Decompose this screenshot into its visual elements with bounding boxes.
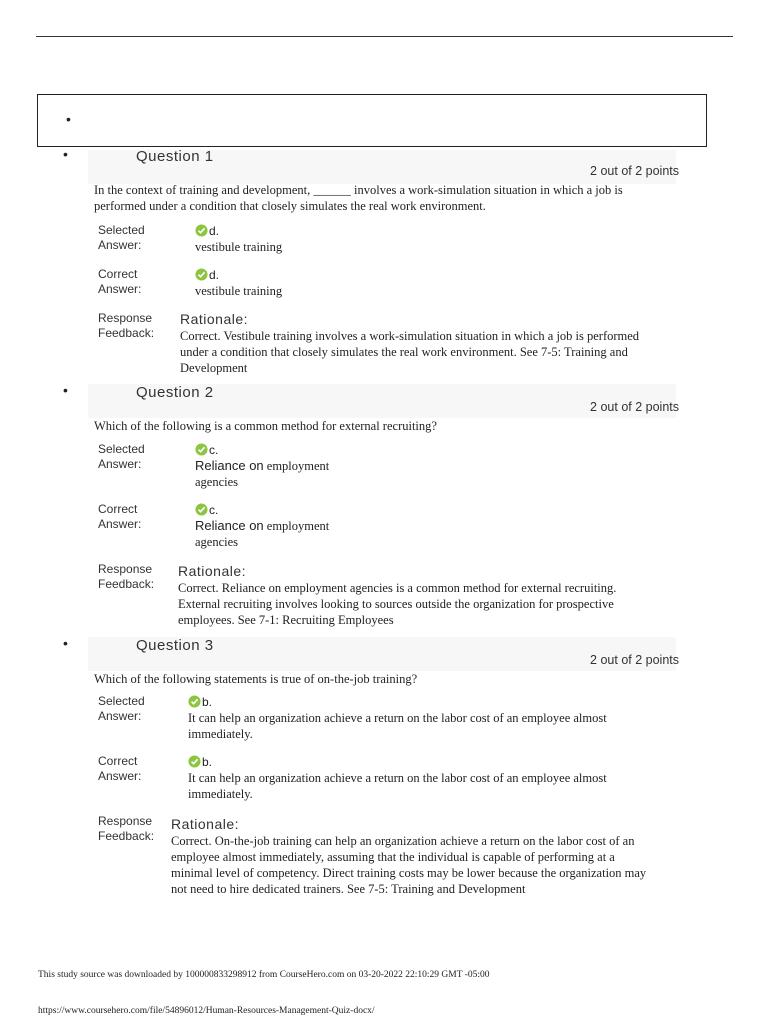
answer-letter: c. (209, 503, 219, 517)
selected-answer (195, 442, 355, 490)
empty-bordered-box (37, 94, 707, 147)
source-url[interactable]: https://www.coursehero.com/file/54896012/Human-Resources-Management-Quiz-docx/ (38, 1006, 375, 1016)
bullet: • (66, 111, 71, 127)
checkmark-circle-icon (195, 503, 208, 516)
question-title: Question 1 (136, 148, 214, 165)
answer-text-part: Reliance on (195, 518, 264, 533)
answer-text-part: employment agencies (195, 519, 330, 549)
answer-text-part: employment agencies (195, 459, 330, 489)
bullet: • (63, 382, 68, 398)
answer-letter: c. (209, 443, 219, 457)
points-score: 2 out of 2 points (590, 400, 679, 414)
download-note: This study source was downloaded by 100000833298912 from CourseHero.com on 03-20-2022 22:10:29 GMT -05:00 (38, 970, 490, 980)
feedback-text: Correct. Vestibule training involves a work-simulation situation in which a job is performed under a condition that closely simulates the real work environment. See 7-5: Training and Development (180, 329, 640, 375)
rationale-heading: Rationale: (180, 311, 249, 327)
selected-answer-label: Selected Answer: (98, 694, 145, 723)
selected-answer-label: Selected Answer: (98, 223, 145, 252)
feedback-text: Correct. On-the-job training can help an organization achieve a return on the labor cost of an employee almost immediately, assuming that the individual is capable of performing at a minimal level of competency. Direct training costs may be lower because the organization may not need to hire dedicated trainers. See 7-5: Training and Development (171, 834, 647, 896)
checkmark-circle-icon (195, 443, 208, 456)
correct-answer-label: Correct Answer: (98, 267, 142, 296)
checkmark-circle-icon (195, 268, 208, 281)
selected-answer-label: Selected Answer: (98, 442, 145, 471)
correct-answer-label: Correct Answer: (98, 754, 142, 783)
rationale-heading: Rationale: (171, 816, 240, 832)
bullet: • (63, 635, 68, 651)
response-feedback-label: Response Feedback: (98, 311, 155, 340)
response-feedback-label: Response Feedback: (98, 562, 155, 591)
rationale-heading: Rationale: (178, 563, 247, 579)
answer-letter: b. (202, 755, 213, 769)
bullet: • (63, 146, 68, 162)
response-feedback (178, 562, 658, 628)
response-feedback (180, 310, 655, 376)
checkmark-circle-icon (195, 224, 208, 237)
answer-letter: d. (209, 268, 220, 282)
answer-text: It can help an organization achieve a return on the labor cost of an employee almost immediately. (188, 711, 607, 741)
feedback-text: Correct. Reliance on employment agencies is a common method for external recruiting. External recruiting involves looking to sources outside the organization for prospective employees. See 7-1: Recruiting Employees (178, 581, 617, 627)
correct-answer (195, 502, 355, 550)
selected-answer (188, 694, 658, 742)
question-text: In the context of training and development, ______ involves a work-simulation situation in which a job is performed under a condition that closely simulates the real work environment. (94, 183, 623, 213)
response-feedback (171, 815, 656, 897)
answer-text: It can help an organization achieve a return on the labor cost of an employee almost immediately. (188, 771, 607, 801)
question-title: Question 2 (136, 384, 214, 401)
answer-text: vestibule training (195, 240, 283, 254)
answer-text-part: Reliance on (195, 458, 264, 473)
checkmark-circle-icon (188, 755, 201, 768)
checkmark-circle-icon (188, 695, 201, 708)
points-score: 2 out of 2 points (590, 164, 679, 178)
answer-letter: d. (209, 224, 220, 238)
correct-answer (188, 754, 658, 802)
question-title: Question 3 (136, 637, 214, 654)
top-divider (36, 36, 733, 37)
answer-text: vestibule training (195, 284, 283, 298)
response-feedback-label: Response Feedback: (98, 814, 155, 843)
correct-answer (195, 267, 282, 299)
question-text: Which of the following is a common method for external recruiting? (94, 419, 437, 433)
selected-answer (195, 223, 282, 255)
question-text: Which of the following statements is true of on-the-job training? (94, 672, 418, 686)
answer-letter: b. (202, 695, 213, 709)
correct-answer-label: Correct Answer: (98, 502, 142, 531)
points-score: 2 out of 2 points (590, 653, 679, 667)
